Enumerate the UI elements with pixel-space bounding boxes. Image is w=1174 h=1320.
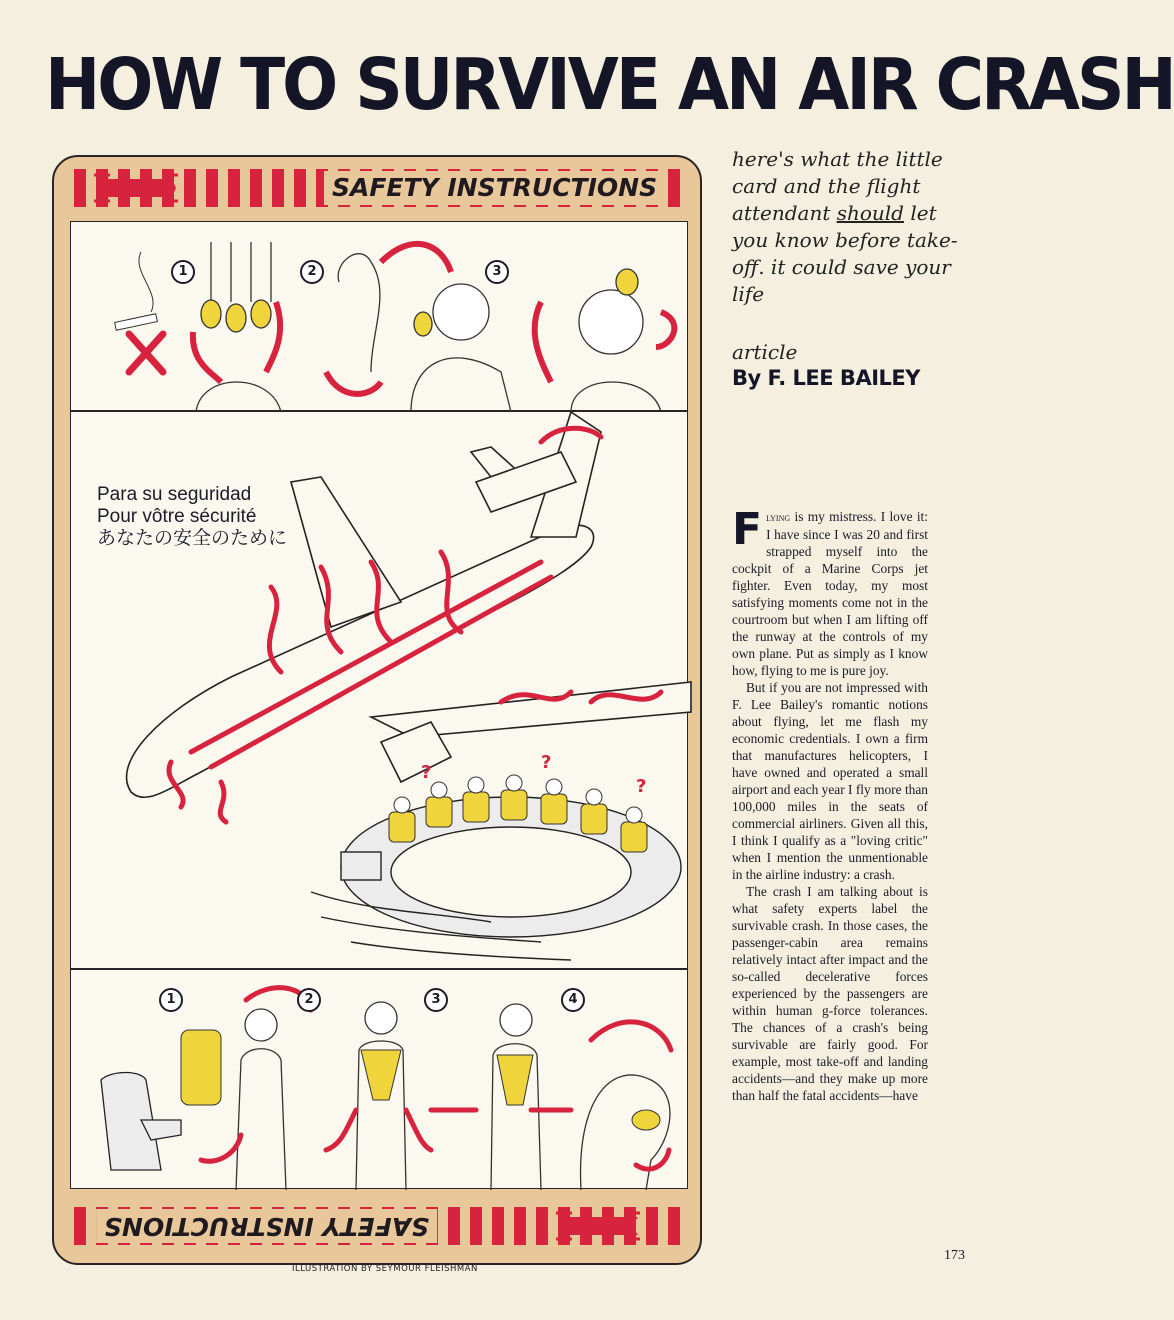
- article-deck: [732, 146, 962, 308]
- vest-step-1: 1: [159, 988, 183, 1012]
- oxygen-mask-panel: [70, 221, 688, 411]
- article-label: article: [732, 340, 798, 364]
- aircraft-evacuation-panel: [70, 411, 688, 969]
- oxygen-step-2: 2: [300, 260, 324, 284]
- safety-card-illustration: [52, 155, 702, 1265]
- french-text: Pour vôtre sécurité: [97, 506, 257, 527]
- byline: By F. LEE BAILEY: [732, 366, 920, 390]
- multilingual-safety-text: [97, 484, 287, 550]
- paragraph-1-text: is my mistress. I love it: I have since I was 20 and first strapped myself into the cockpit of a Marine Corps jet fighter. Even today, my most satisfying moments come not in the courtroom but when I am lifting off the runway at the controls of my own plane. Put as simply as I know how, flying to me is pure joy.: [732, 509, 928, 678]
- spanish-text: Para su seguridad: [97, 484, 252, 505]
- vest-step-4: 4: [561, 988, 585, 1012]
- deck-emphasis: should: [836, 201, 904, 225]
- life-vest-panel: [70, 969, 688, 1189]
- vest-step-2: 2: [297, 988, 321, 1012]
- card-footer-label: SAFETY INSTRUCTIONS: [96, 1209, 437, 1243]
- headline: HOW TO SURVIVE AN AIR CRASH: [45, 43, 1174, 127]
- svg-text:?: ?: [636, 776, 647, 797]
- dropcap: F: [732, 504, 763, 555]
- deck-after: let you know before take-off. it could save your life: [732, 201, 958, 306]
- lead-smallcaps: lying: [766, 510, 791, 524]
- svg-text:?: ?: [541, 752, 552, 773]
- page-number: 173: [944, 1248, 965, 1263]
- lta-logo-icon: [92, 171, 180, 205]
- japanese-text: あなたの安全のために: [97, 528, 288, 549]
- vest-step-3: 3: [424, 988, 448, 1012]
- oxygen-step-1: 1: [171, 260, 195, 284]
- deck-before: here's what the little card and the flight attendant: [732, 147, 943, 225]
- body-paragraph-2: But if you are not impressed with F. Lee Bailey's romantic notions about flying, let me flash my economic credentials. I own a firm that manufactures helicopters, I have owned and operated a small airport and each year I fly more than 100,000 miles in the seats of commercial airliners. Given all this, I think I qualify as a "loving critic" when I mention the unmentionable in the airline industry: a crash.: [732, 680, 928, 882]
- svg-text:?: ?: [421, 762, 432, 783]
- article-body: [732, 504, 928, 1104]
- oxygen-step-3: 3: [485, 260, 509, 284]
- card-header-label: SAFETY INSTRUCTIONS: [324, 171, 665, 205]
- body-paragraph-3: The crash I am talking about is what safety experts label the survivable crash. In those cases, the passenger-cabin area remains relatively intact after impact and the so-called decelerative forces experienced by the passengers are within human g-force tolerances. The chances of a crash's being survivable are fairly good. For example, most take-off and landing accidents—and they make up more than half the fatal accidents—have: [732, 884, 928, 1103]
- body-paragraph-1: [732, 504, 928, 679]
- illustration-credit: ILLUSTRATION BY SEYMOUR FLEISHMAN: [292, 1264, 478, 1274]
- lta-logo-inverted-icon: [554, 1209, 642, 1243]
